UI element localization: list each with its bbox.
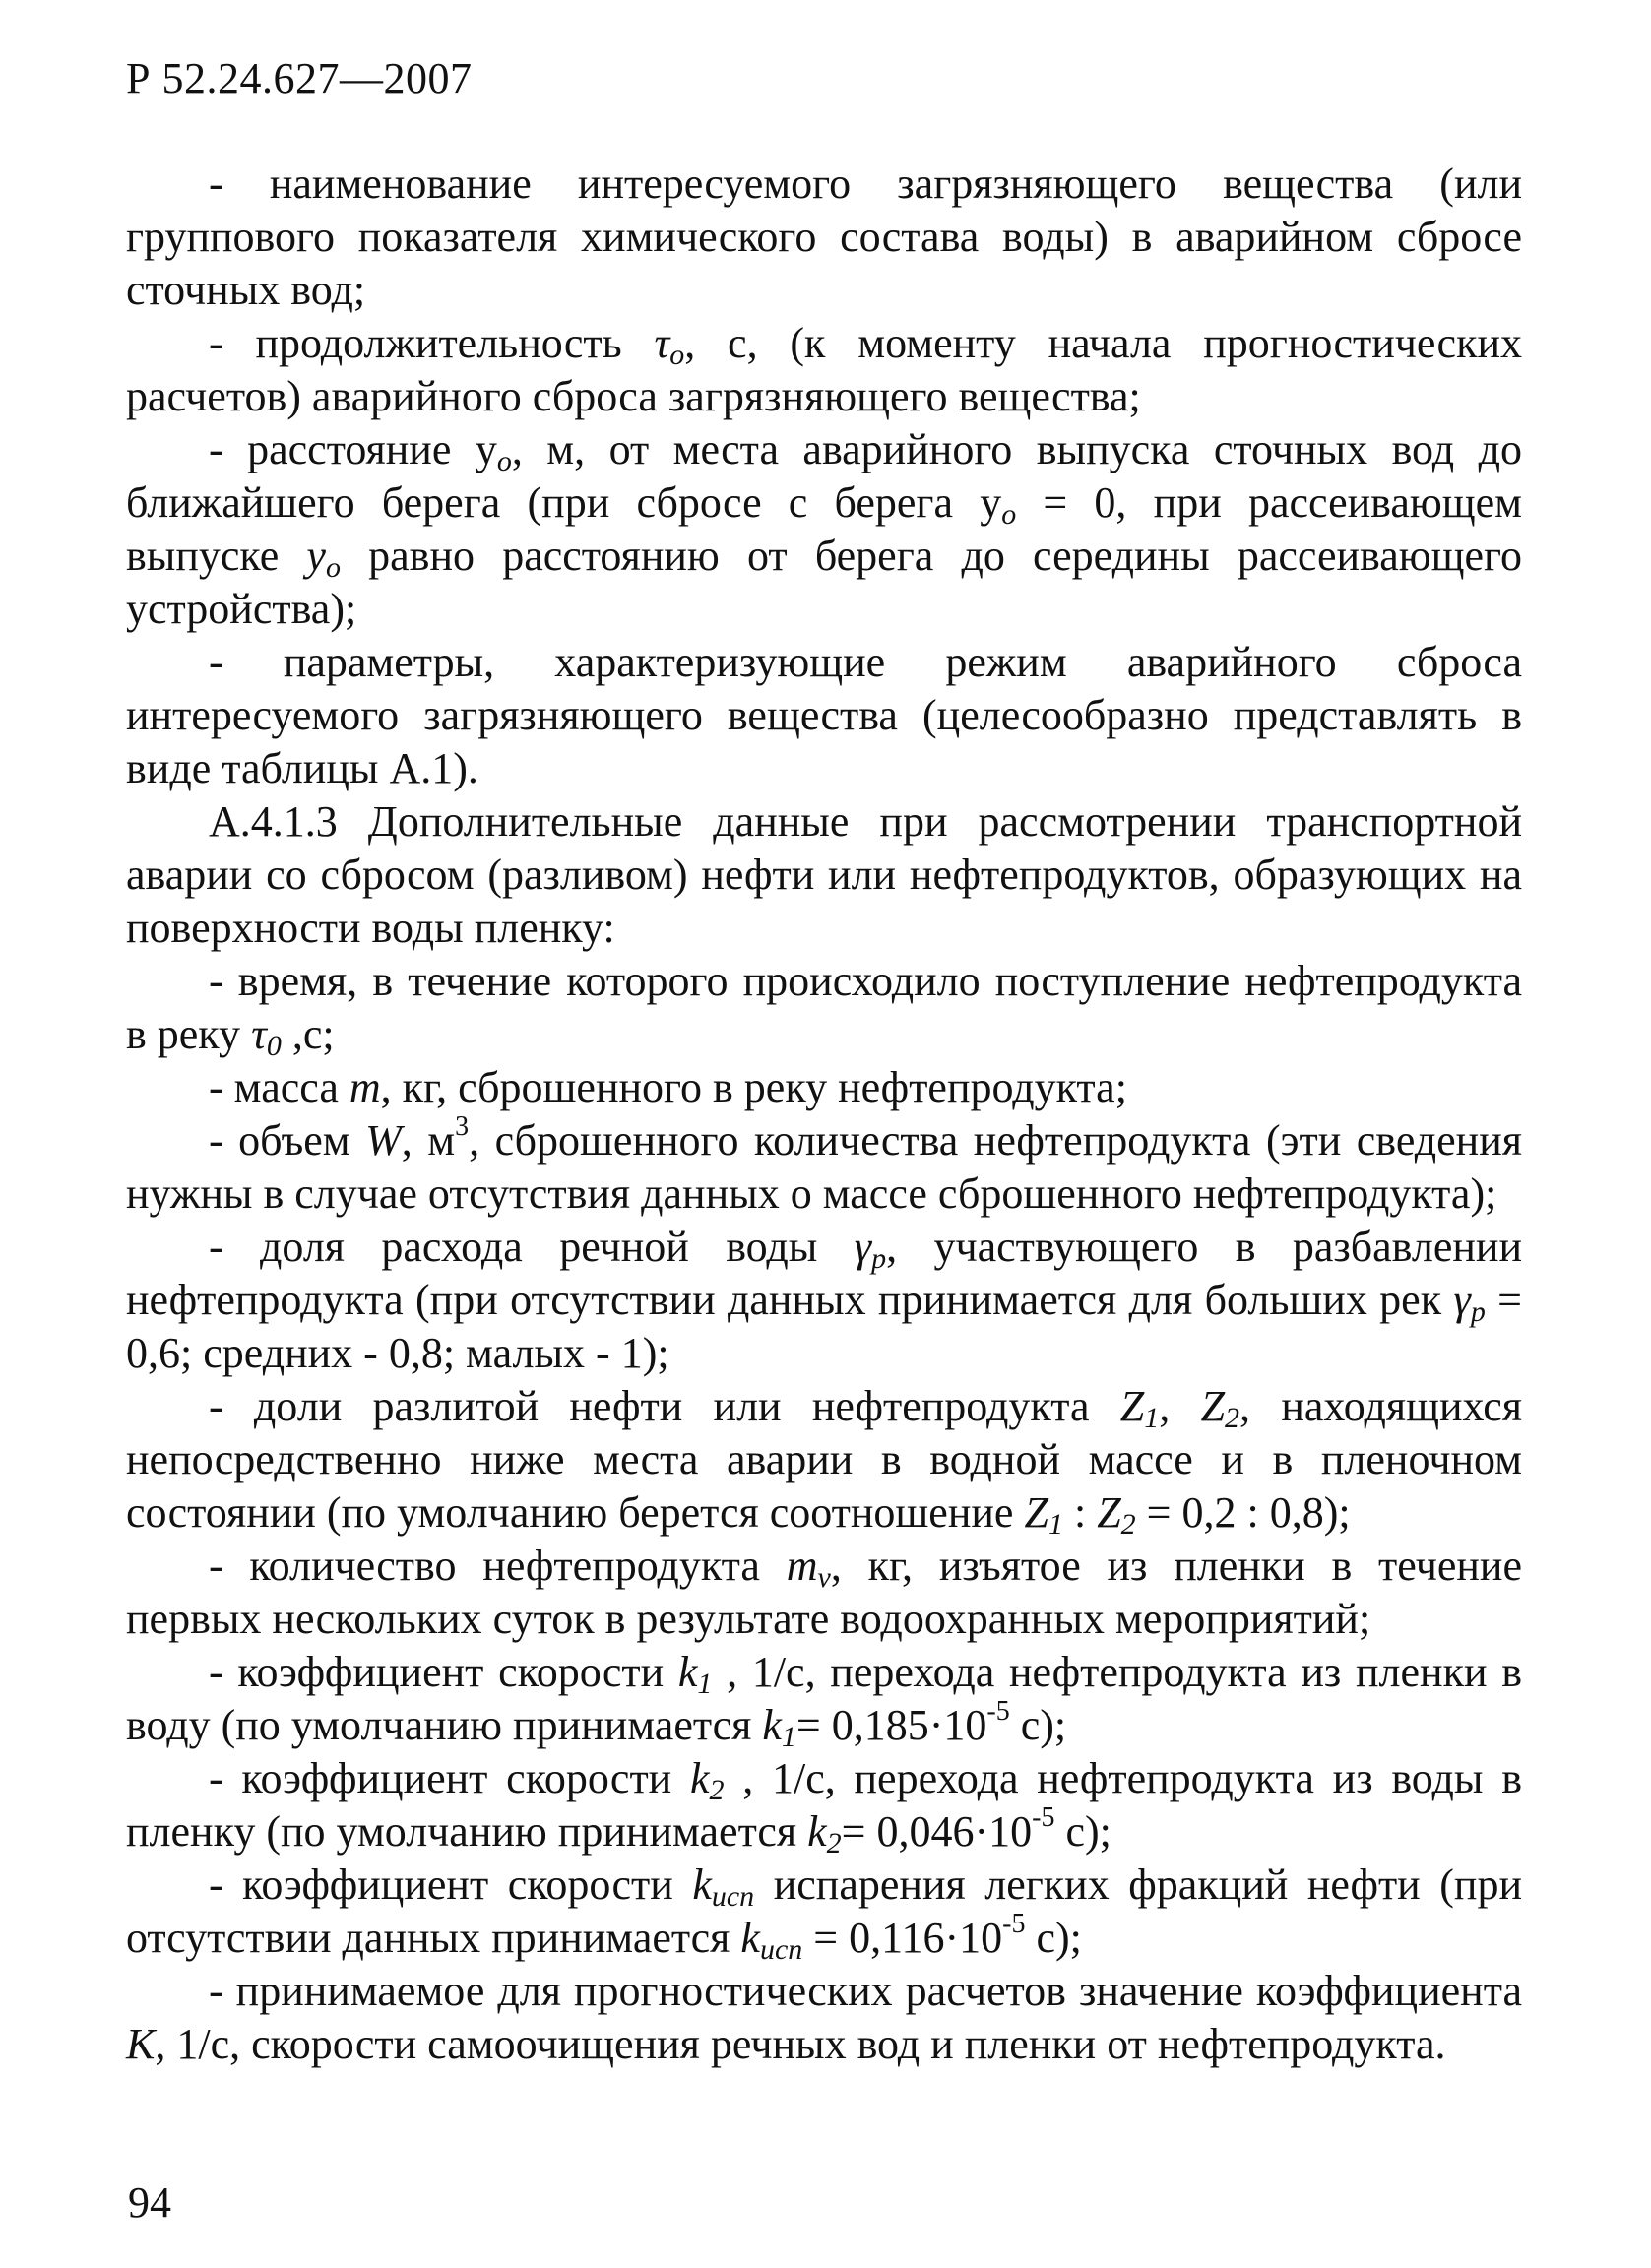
paragraph-mass [126,1061,1522,1114]
superscript: -5 [986,1696,1010,1727]
symbol-gamma: γ [1453,1276,1471,1324]
text-run: = 0,116·10 [802,1914,1003,1962]
text-run: испарения легких фракций нефти (при отсутствии данных принимается [126,1860,1522,1962]
subscript: о [1001,498,1017,531]
symbol-z: Z [1024,1488,1048,1537]
paragraph-discharge-parameters: - параметры, характеризующие режим аварийного сброса интересуемого загрязняющего вещества (целесообразно представлять в виде таблицы А.1). [126,638,1522,792]
text-run: равно расстоянию от берега до середины рассеивающего устройства); [126,532,1522,633]
symbol-m: m [349,1063,381,1111]
text-run: , 1/с, перехода нефтепродукта из воды в пленку (по умолчанию принимается [126,1754,1522,1856]
paragraph-removed-amount [126,1540,1522,1646]
text-run: с); [1009,1701,1067,1749]
symbol-k: k [740,1914,760,1962]
symbol-z: Z [1097,1488,1121,1537]
subscript: v [817,1561,831,1594]
text-run: - время, в течение которого происходило поступление нефтепродукта в реку [126,957,1522,1058]
text-run: - масса [209,1063,349,1111]
symbol-z: Z [1200,1382,1226,1430]
text-run: , м [401,1116,456,1165]
superscript: 3 [455,1111,470,1142]
text-run: с); [1025,1914,1082,1962]
symbol-k: k [692,1860,712,1909]
text-run: - продолжительность [209,319,655,367]
subscript: p [871,1242,887,1275]
text-run: = 0,046·10 [841,1807,1033,1856]
text-run: , [1159,1382,1201,1430]
symbol-tau: τ [654,319,670,367]
text-run: с); [1054,1807,1111,1856]
symbol-y: y [306,532,326,580]
text-run: = 0,2 : 0,8); [1135,1488,1351,1537]
subscript: исп [759,1933,803,1966]
text-run: , 1/с, скорости самоочищения речных вод и пленки от нефтепродукта. [155,2020,1446,2068]
text-run: - расстояние у [209,425,497,473]
text-run: ,с; [281,1010,335,1058]
subscript: 2 [1225,1402,1240,1434]
text-run: = 0,6; средних - 0,8; малых - 1); [126,1276,1522,1377]
symbol-z: Z [1119,1382,1145,1430]
paragraph-oil-shares [126,1380,1522,1540]
text-run: - принимаемое для прогностических расчетов значение коэффициента [209,1967,1522,2015]
subscript: 2 [709,1774,725,1806]
text-run: - коэффициент скорости [209,1754,690,1802]
subscript: 1 [1144,1402,1160,1434]
text-run: - количество нефтепродукта [209,1542,787,1590]
text-run: , находящихся непосредственно ниже места аварии в водной массе и в пленочном состоянии (по умолчанию берется соотношение [126,1382,1523,1537]
document-code-header: Р 52.24.627—2007 [126,54,473,102]
page-number: 94 [128,2178,171,2227]
text-run: , сброшенного количества нефтепродукта (эти сведения нужны в случае отсутствия данных о массе сброшенного нефтепродукта); [126,1116,1523,1218]
text-run: - коэффициент скорости [209,1648,678,1696]
subscript: 1 [1048,1508,1063,1541]
symbol-gamma: γ [854,1223,872,1271]
text-run: , с, (к моменту начала прогностических расчетов) аварийного сброса загрязняющего вещества; [126,319,1522,420]
text-run: , кг, сброшенного в реку нефтепродукта; [380,1063,1127,1111]
subscript: 1 [781,1721,796,1753]
text-run: - объем [209,1116,366,1165]
subscript: 2 [1120,1508,1136,1541]
text-run: , участвующего в разбавлении нефтепродукта (при отсутствии данных принимается для больших рек [126,1223,1523,1324]
text-run: : [1062,1488,1098,1537]
text-run: - коэффициент скорости [209,1860,693,1909]
text-run: = 0, при рассеивающем выпуске [126,478,1522,580]
subscript: о [496,445,512,477]
text-run: - доля расхода речной воды [209,1223,855,1271]
symbol-w: W [365,1116,402,1165]
symbol-k: k [807,1807,827,1856]
document-body [126,158,1522,2071]
subscript: 2 [826,1827,842,1859]
subscript: p [1470,1295,1486,1328]
paragraph-coefficient-k2 [126,1752,1522,1858]
subscript: исп [711,1880,755,1913]
subscript: o [669,339,685,371]
subscript: 1 [697,1668,713,1700]
text-run: - доли разлитой нефти или нефтепродукта [209,1382,1120,1430]
paragraph-section-a413: А.4.1.3 Дополнительные данные при рассмотрении транспортной аварии со сбросом (разливом) нефти или нефтепродуктов, образующих на поверхности воды пленку: [126,797,1522,952]
symbol-k: k [689,1754,710,1802]
subscript: 0 [266,1030,282,1062]
paragraph-river-flow-share [126,1221,1522,1380]
superscript: -5 [1032,1802,1055,1833]
symbol-k-capital: K [126,2020,156,2068]
paragraph-distance-to-bank [126,423,1522,636]
symbol-tau: τ [251,1010,267,1058]
superscript: -5 [1002,1909,1026,1939]
text-run: , 1/с, перехода нефтепродукта из пленки в воду (по умолчанию принимается [126,1648,1522,1749]
subscript: o [325,551,341,584]
paragraph-coefficient-kisp [126,1858,1522,1965]
symbol-m: m [786,1542,818,1590]
symbol-k: k [762,1701,782,1749]
paragraph-coefficient-k1 [126,1646,1522,1752]
paragraph-volume [126,1111,1523,1221]
text-run: = 0,185·10 [795,1701,987,1749]
text-run: , кг, изъятое из пленки в течение первых нескольких суток в результате водоохранных мероприятий; [126,1542,1523,1643]
paragraph-inflow-time [126,955,1522,1061]
paragraph-self-purification [126,1965,1522,2071]
text-run: , м, от места аварийного выпуска сточных вод до ближайшего берега (при сбросе с берега у [126,425,1522,527]
paragraph-pollutant-name: - наименование интересуемого загрязняющего вещества (или группового показателя химического состава воды) в аварийном сбросе сточных вод; [126,159,1522,314]
symbol-k: k [677,1648,698,1696]
paragraph-discharge-duration [126,317,1522,423]
